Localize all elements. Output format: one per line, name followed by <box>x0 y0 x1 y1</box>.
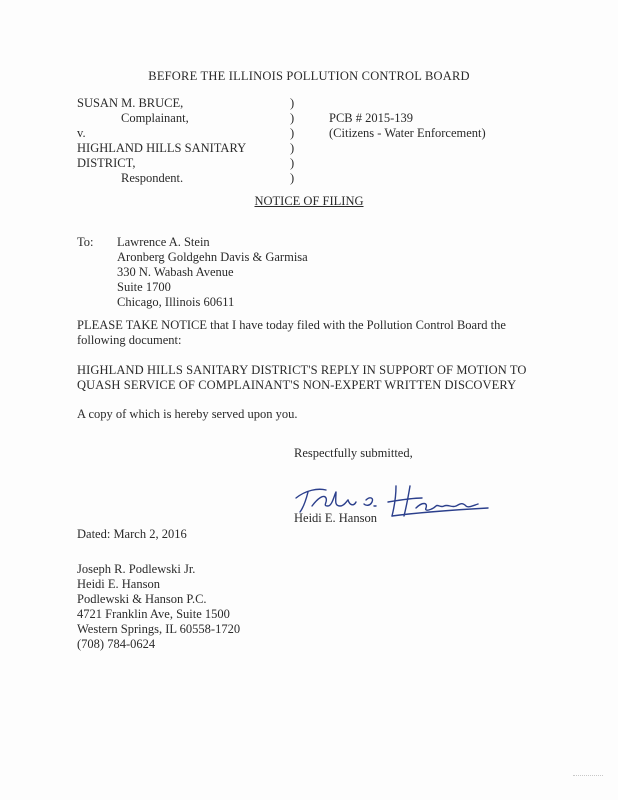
service-statement: A copy of which is hereby served upon you. <box>77 407 298 421</box>
scan-artifact-divider <box>573 775 603 777</box>
recipient-name: Lawrence A. Stein <box>117 235 210 249</box>
signer-name: Heidi E. Hanson <box>294 511 377 525</box>
respondent-name-line1: HIGHLAND HILLS SANITARY <box>77 141 247 155</box>
caption-paren: ) <box>290 171 295 185</box>
counsel-street: 4721 Franklin Ave, Suite 1500 <box>77 607 230 621</box>
document-title: HIGHLAND HILLS SANITARY DISTRICT'S REPLY IN SUPPORT OF MOTION TO QUASH SERVICE OF COMPLAINANT'S NON-EXPERT WRITTEN DISCOVERY <box>77 363 527 392</box>
respondent-role: Respondent. <box>121 171 184 185</box>
notice-heading <box>0 194 618 209</box>
closing-line: Respectfully submitted, <box>294 446 413 460</box>
date-line: Dated: March 2, 2016 <box>77 527 187 541</box>
respondent-name-line2: DISTRICT, <box>77 156 136 170</box>
caption-paren: ) <box>290 156 295 170</box>
caption-paren: ) <box>290 111 295 125</box>
recipient-address <box>117 235 308 310</box>
board-title: BEFORE THE ILLINOIS POLLUTION CONTROL BOARD <box>148 69 470 83</box>
notice-paragraph: PLEASE TAKE NOTICE that I have today filed with the Pollution Control Board the following document: <box>77 318 506 347</box>
recipient-firm: Aronberg Goldgehn Davis & Garmisa <box>117 250 308 264</box>
case-type: (Citizens - Water Enforcement) <box>329 126 486 140</box>
counsel-name-2: Heidi E. Hanson <box>77 577 160 591</box>
counsel-city: Western Springs, IL 60558-1720 <box>77 622 241 636</box>
case-info <box>329 111 486 141</box>
caption-paren: ) <box>290 141 295 155</box>
counsel-firm: Podlewski & Hanson P.C. <box>77 592 207 606</box>
recipient-city: Chicago, Illinois 60611 <box>117 295 235 309</box>
to-label: To: <box>77 235 94 249</box>
versus-label: v. <box>77 126 86 140</box>
notice-heading-text: NOTICE OF FILING <box>254 194 364 208</box>
case-caption-parties <box>77 96 246 186</box>
complainant-role: Complainant, <box>121 111 189 125</box>
counsel-name-1: Joseph R. Podlewski Jr. <box>77 562 196 576</box>
caption-parentheses <box>290 96 294 186</box>
caption-paren: ) <box>290 126 295 140</box>
recipient-street: 330 N. Wabash Avenue <box>117 265 234 279</box>
complainant-name: SUSAN M. BRUCE, <box>77 96 184 110</box>
counsel-phone: (708) 784-0624 <box>77 637 156 651</box>
counsel-block <box>77 562 240 652</box>
caption-paren: ) <box>290 96 295 110</box>
recipient-suite: Suite 1700 <box>117 280 171 294</box>
case-number: PCB # 2015-139 <box>329 111 414 125</box>
